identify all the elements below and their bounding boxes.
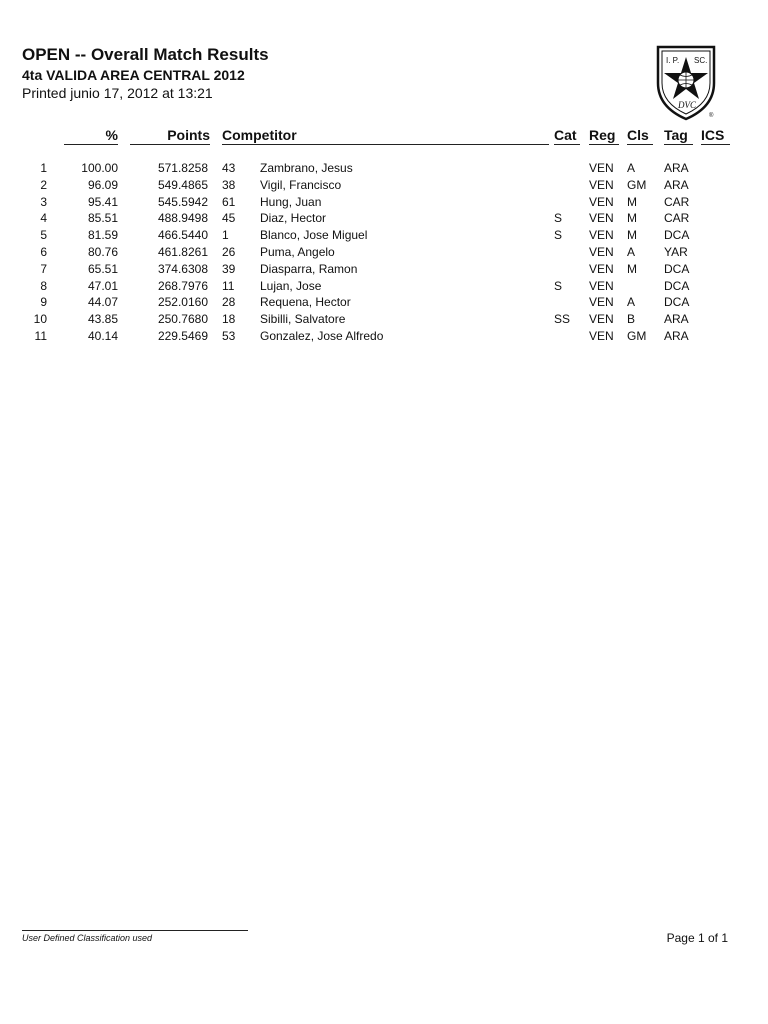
region: VEN bbox=[589, 328, 614, 343]
report-title: OPEN -- Overall Match Results bbox=[22, 45, 269, 64]
points: 466.5440 bbox=[157, 228, 208, 243]
competitor-number: 53 bbox=[222, 328, 236, 343]
tag: CAR bbox=[664, 194, 690, 209]
competitor-number: 39 bbox=[222, 261, 236, 276]
col-header-ics: ICS bbox=[701, 126, 730, 145]
region: VEN bbox=[589, 244, 614, 259]
tag: ARA bbox=[664, 328, 689, 343]
tag: ARA bbox=[664, 177, 689, 192]
points: 374.6308 bbox=[157, 261, 208, 276]
rank: 7 bbox=[40, 261, 47, 276]
class: M bbox=[627, 261, 637, 276]
class: A bbox=[627, 244, 636, 259]
competitor-number: 28 bbox=[222, 295, 236, 310]
tag: DCA bbox=[664, 261, 690, 276]
competitor-name: Requena, Hector bbox=[260, 295, 351, 310]
footer-divider bbox=[22, 930, 248, 931]
region: VEN bbox=[589, 228, 614, 243]
tag: YAR bbox=[664, 244, 688, 259]
percent: 96.09 bbox=[87, 177, 118, 192]
competitor-number: 11 bbox=[222, 278, 235, 293]
tag: DCA bbox=[664, 228, 690, 243]
competitor-name: Diasparra, Ramon bbox=[260, 261, 358, 276]
table-row bbox=[0, 311, 768, 328]
region: VEN bbox=[589, 278, 614, 293]
col-header-points: Points bbox=[130, 126, 210, 145]
competitor-name: Gonzalez, Jose Alfredo bbox=[260, 328, 384, 343]
results-table bbox=[0, 160, 768, 345]
percent: 43.85 bbox=[87, 312, 118, 327]
ipsc-shield-logo bbox=[654, 43, 718, 121]
table-row bbox=[0, 294, 768, 311]
points: 268.7976 bbox=[157, 278, 208, 293]
col-header-cat: Cat bbox=[554, 126, 580, 145]
rank: 11 bbox=[34, 328, 47, 343]
printed-date: Printed junio 17, 2012 at 13:21 bbox=[22, 85, 213, 101]
percent: 40.14 bbox=[87, 328, 118, 343]
percent: 47.01 bbox=[87, 278, 118, 293]
table-row bbox=[0, 160, 768, 177]
region: VEN bbox=[589, 177, 614, 192]
points: 488.9498 bbox=[157, 211, 208, 226]
competitor-name: Puma, Angelo bbox=[260, 244, 335, 259]
table-row bbox=[0, 244, 768, 261]
percent: 80.76 bbox=[87, 244, 118, 259]
points: 229.5469 bbox=[157, 328, 208, 343]
competitor-number: 1 bbox=[222, 228, 229, 243]
points: 545.5942 bbox=[157, 194, 208, 209]
class: B bbox=[627, 312, 636, 327]
points: 549.4865 bbox=[157, 177, 208, 192]
competitor-name: Lujan, Jose bbox=[260, 278, 322, 293]
tag: ARA bbox=[664, 161, 689, 175]
region: VEN bbox=[589, 194, 614, 209]
table-row bbox=[0, 210, 768, 227]
percent: 44.07 bbox=[87, 295, 118, 310]
competitor-name: Diaz, Hector bbox=[260, 211, 327, 226]
competitor-name: Blanco, Jose Miguel bbox=[260, 228, 368, 243]
region: VEN bbox=[589, 312, 614, 327]
class: M bbox=[627, 211, 637, 226]
rank: 9 bbox=[40, 295, 47, 310]
competitor-number: 18 bbox=[222, 312, 236, 327]
competitor-name: Hung, Juan bbox=[260, 194, 322, 209]
competitor-name: Sibilli, Salvatore bbox=[260, 312, 346, 327]
rank: 6 bbox=[40, 244, 47, 259]
tag: DCA bbox=[664, 295, 690, 310]
table-row bbox=[0, 278, 768, 295]
col-header-reg: Reg bbox=[589, 126, 619, 145]
table-row bbox=[0, 194, 768, 211]
class: A bbox=[627, 295, 636, 310]
page-number: Page 1 of 1 bbox=[666, 931, 728, 945]
tag: CAR bbox=[664, 211, 690, 226]
col-header-pct: % bbox=[64, 126, 118, 145]
rank: 5 bbox=[40, 228, 47, 243]
logo-text-right: SC. bbox=[694, 56, 708, 65]
footer-note: User Defined Classification used bbox=[22, 933, 153, 943]
table-row bbox=[0, 177, 768, 194]
logo-registered-mark: ® bbox=[709, 113, 714, 119]
competitor-number: 43 bbox=[222, 161, 236, 175]
tag: ARA bbox=[664, 312, 689, 327]
col-header-cls: Cls bbox=[627, 126, 653, 145]
percent: 81.59 bbox=[87, 228, 118, 243]
class: M bbox=[627, 228, 637, 243]
competitor-number: 45 bbox=[222, 211, 236, 226]
col-header-tag: Tag bbox=[664, 126, 693, 145]
class: GM bbox=[627, 177, 647, 192]
rank: 10 bbox=[33, 312, 47, 327]
region: VEN bbox=[589, 295, 614, 310]
percent: 95.41 bbox=[87, 194, 118, 209]
rank: 4 bbox=[40, 211, 47, 226]
region: VEN bbox=[589, 261, 614, 276]
rank: 1 bbox=[40, 161, 47, 175]
points: 250.7680 bbox=[157, 312, 208, 327]
class: M bbox=[627, 194, 637, 209]
tag: DCA bbox=[664, 278, 690, 293]
competitor-number: 38 bbox=[222, 177, 236, 192]
competitor-number: 61 bbox=[222, 194, 236, 209]
logo-text-left: I. P. bbox=[666, 56, 680, 65]
table-row bbox=[0, 328, 768, 345]
rank: 8 bbox=[40, 278, 47, 293]
points: 461.8261 bbox=[157, 244, 208, 259]
category: SS bbox=[554, 312, 571, 327]
region: VEN bbox=[589, 161, 614, 175]
logo-text-bottom: DVC bbox=[678, 100, 696, 110]
table-row bbox=[0, 227, 768, 244]
category: S bbox=[554, 278, 563, 293]
competitor-number: 26 bbox=[222, 244, 236, 259]
rank: 3 bbox=[40, 194, 47, 209]
points: 571.8258 bbox=[157, 161, 208, 175]
match-name: 4ta VALIDA AREA CENTRAL 2012 bbox=[22, 67, 245, 83]
percent: 85.51 bbox=[87, 211, 118, 226]
class: GM bbox=[627, 328, 647, 343]
percent: 65.51 bbox=[87, 261, 118, 276]
class: A bbox=[627, 161, 636, 175]
table-row bbox=[0, 261, 768, 278]
region: VEN bbox=[589, 211, 614, 226]
category: S bbox=[554, 211, 563, 226]
points: 252.0160 bbox=[157, 295, 208, 310]
category: S bbox=[554, 228, 563, 243]
percent: 100.00 bbox=[81, 161, 118, 175]
competitor-name: Vigil, Francisco bbox=[260, 177, 342, 192]
rank: 2 bbox=[40, 177, 47, 192]
competitor-name: Zambrano, Jesus bbox=[260, 161, 353, 175]
col-header-competitor: Competitor bbox=[222, 126, 549, 145]
